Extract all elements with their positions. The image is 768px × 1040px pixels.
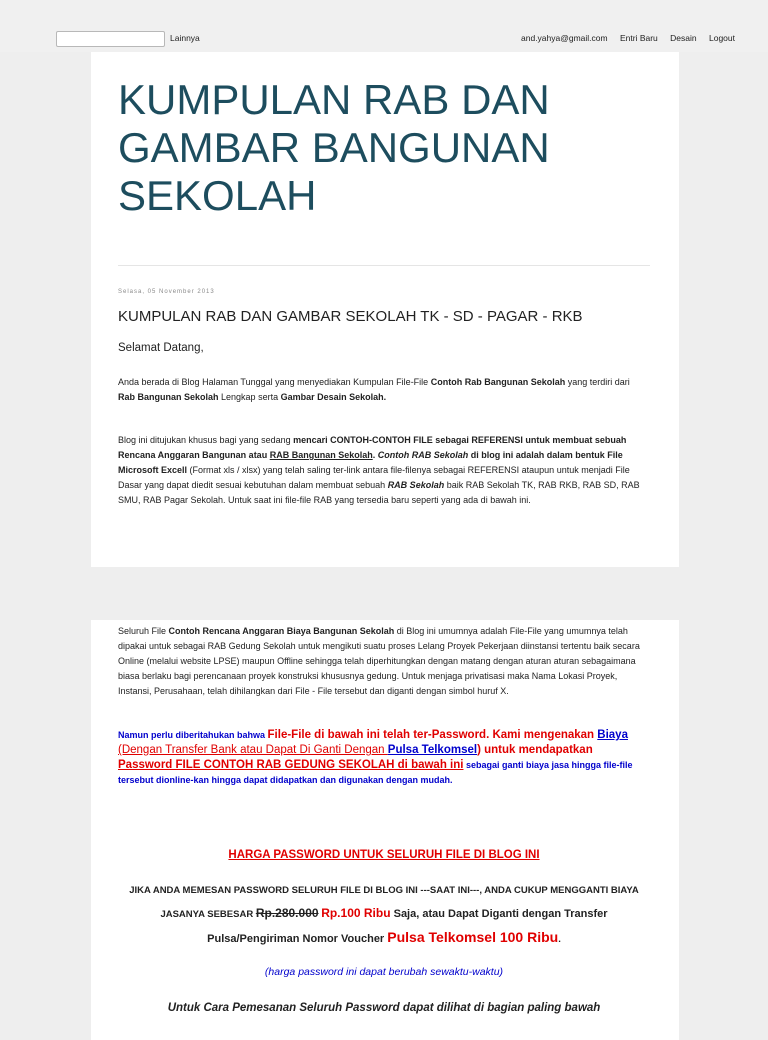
order-instructions: Untuk Cara Pemesanan Seluruh Password dapat dilihat di bagian paling bawah: [167, 1002, 601, 1014]
intro-paragraph: Anda berada di Blog Halaman Tunggal yang menyediakan Kumpulan File-File Contoh Rab Bangunan Sekolah yang terdiri dari Rab Bangunan Sekolah Lengkap serta Gambar Desain Sekolah.: [118, 377, 630, 402]
price-note: (harga password ini dapat berubah sewaktu-waktu): [264, 966, 504, 978]
more-link[interactable]: Lainnya: [170, 33, 200, 43]
logout-link[interactable]: Logout: [709, 33, 735, 43]
post-title[interactable]: KUMPULAN RAB DAN GAMBAR SEKOLAH TK - SD - PAGAR - RKB: [118, 308, 583, 325]
biaya-link[interactable]: Biaya: [597, 729, 628, 741]
price-heading: HARGA PASSWORD UNTUK SELURUH FILE DI BLOG INI: [228, 849, 540, 861]
search-input[interactable]: [56, 31, 165, 47]
price-paragraph: JIKA ANDA MEMESAN PASSWORD SELURUH FILE DI BLOG INI ---SAAT INI---, ANDA CUKUP MENGGANTI BIAYA JASANYA SEBESAR Rp.280.000 Rp.100 Ribu Saja, atau Dapat Diganti dengan Transfer Pulsa/Pengiriman Nomor Voucher Pulsa Telkomsel 100 Ribu.: [129, 885, 639, 945]
top-navbar: [0, 0, 768, 52]
divider: [118, 265, 650, 266]
files-paragraph: Seluruh File Contoh Rencana Anggaran Biaya Bangunan Sekolah di Blog ini umumnya adalah File-File yang umumnya telah dipakai untuk sebagai RAB Gedung Sekolah untuk mengikuti suatu proses Lelang Proyek Pekerjaan diinstansi tertentu baik secara Online (melalui website LPSE) maupun Offline sehingga telah diperhitungkan dengan matang dengan aturan aturan sebagaimana biasa berlaku bagi perencanaan proyek konstruksi khususnya gedung. Untuk menjaga privatisasi maka Nama Lokasi Proyek, Instansi, Perusahaan, telah dihilangkan dari File - File tersebut dan diganti dengan simbol huruf X.: [118, 626, 640, 696]
greeting: Selamat Datang,: [118, 342, 204, 354]
blog-title[interactable]: KUMPULAN RAB DAN GAMBAR BANGUNAN SEKOLAH: [118, 76, 550, 219]
purpose-paragraph: Blog ini ditujukan khusus bagi yang sedang mencari CONTOH-CONTOH FILE sebagai REFERENSI untuk membuat sebuah Rencana Anggaran Bangunan atau RAB Bangunan Sekolah. Contoh RAB Sekolah di blog ini adalah dalam bentuk File Microsoft Excell (Format xls / xlsx) yang telah saling ter-link antara file-filenya sebagai REFERENSI ataupun untuk menjadi File Dasar yang dapat diedit sesuai kebutuhan dalam membuat sebuah RAB Sekolah baik RAB Sekolah TK, RAB RKB, RAB SD, RAB SMU, RAB Pagar Sekolah. Untuk saat ini file-file RAB yang tersedia baru seperti yang ada di bawah ini.: [118, 435, 640, 505]
pulsa-link[interactable]: Pulsa Telkomsel: [387, 744, 478, 756]
design-link[interactable]: Desain: [670, 33, 697, 43]
post-date: Selasa, 05 November 2013: [118, 289, 215, 295]
password-notice: Namun perlu diberitahukan bahwa File-File di bawah ini telah ter-Password. Kami mengenakan Biaya (Dengan Transfer Bank atau Dapat Di Ganti Dengan Pulsa Telkomsel) untuk mendapatkan Password FILE CONTOH RAB GEDUNG SEKOLAH di bawah ini sebagai ganti biaya jasa hingga file-file tersebut dionline-kan hingga dapat didapatkan dan digunakan dengan mudah.: [118, 729, 633, 785]
account-email[interactable]: and.yahya@gmail.com: [521, 33, 608, 43]
rab-link[interactable]: RAB Bangunan Sekolah: [269, 450, 373, 460]
navbar-right: [511, 33, 735, 43]
new-entry-link[interactable]: Entri Baru: [619, 33, 658, 43]
password-link[interactable]: Password FILE CONTOH RAB GEDUNG SEKOLAH di bawah ini: [118, 759, 464, 771]
